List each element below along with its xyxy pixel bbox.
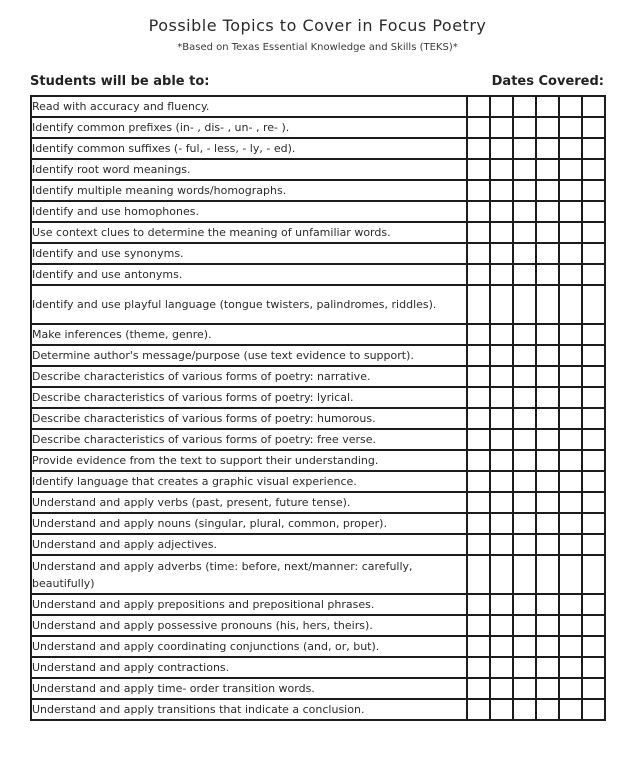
date-cell (513, 471, 536, 492)
date-cell (513, 678, 536, 699)
date-cell (467, 345, 490, 366)
table-row (31, 699, 605, 720)
date-cell (582, 408, 605, 429)
date-cell (513, 222, 536, 243)
date-cell (582, 450, 605, 471)
date-cell (490, 636, 513, 657)
date-cell (536, 138, 559, 159)
date-cell (536, 366, 559, 387)
table-row (31, 96, 605, 117)
date-cell (536, 345, 559, 366)
date-cell (536, 534, 559, 555)
table-row (31, 159, 605, 180)
date-cell (467, 324, 490, 345)
date-cell (490, 345, 513, 366)
row-objective-text: Understand and apply adjectives. (31, 534, 467, 555)
date-cell (559, 324, 582, 345)
date-cell (490, 138, 513, 159)
date-cell (467, 699, 490, 720)
date-cell (467, 615, 490, 636)
date-cell (582, 555, 605, 594)
date-cell (467, 117, 490, 138)
row-objective-text: Describe characteristics of various forms of poetry: free verse. (31, 429, 467, 450)
date-cell (582, 366, 605, 387)
date-cell (559, 471, 582, 492)
date-cell (490, 678, 513, 699)
table-row (31, 201, 605, 222)
date-cell (513, 534, 536, 555)
date-cell (467, 513, 490, 534)
table-row (31, 429, 605, 450)
date-cell (490, 387, 513, 408)
table-row (31, 636, 605, 657)
date-cell (513, 555, 536, 594)
row-objective-text: Identify and use homophones. (31, 201, 467, 222)
date-cell (559, 699, 582, 720)
date-cell (490, 429, 513, 450)
date-cell (559, 345, 582, 366)
row-objective-text: Understand and apply time- order transition words. (31, 678, 467, 699)
table-row (31, 513, 605, 534)
date-cell (536, 324, 559, 345)
date-cell (490, 243, 513, 264)
date-cell (559, 429, 582, 450)
date-cell (513, 594, 536, 615)
date-cell (467, 408, 490, 429)
date-cell (582, 657, 605, 678)
table-row (31, 138, 605, 159)
date-cell (467, 492, 490, 513)
table-row (31, 534, 605, 555)
date-cell (513, 366, 536, 387)
date-cell (490, 699, 513, 720)
date-cell (582, 96, 605, 117)
date-cell (536, 201, 559, 222)
table-row (31, 471, 605, 492)
date-cell (559, 636, 582, 657)
date-cell (513, 264, 536, 285)
date-cell (467, 678, 490, 699)
date-cell (559, 387, 582, 408)
date-cell (582, 159, 605, 180)
date-cell (536, 429, 559, 450)
date-cell (467, 450, 490, 471)
row-objective-text: Read with accuracy and fluency. (31, 96, 467, 117)
date-cell (536, 264, 559, 285)
row-objective-text: Identify and use playful language (tongue twisters, palindromes, riddles). (31, 285, 467, 324)
row-objective-text: Identify root word meanings. (31, 159, 467, 180)
row-objective-text: Understand and apply nouns (singular, plural, common, proper). (31, 513, 467, 534)
date-cell (559, 180, 582, 201)
date-cell (536, 180, 559, 201)
date-cell (467, 594, 490, 615)
row-objective-text: Understand and apply prepositions and prepositional phrases. (31, 594, 467, 615)
date-cell (467, 471, 490, 492)
date-cell (513, 117, 536, 138)
date-cell (513, 657, 536, 678)
date-cell (582, 180, 605, 201)
date-cell (559, 117, 582, 138)
date-cell (582, 222, 605, 243)
row-objective-text: Make inferences (theme, genre). (31, 324, 467, 345)
row-objective-text: Understand and apply possessive pronouns (his, hers, theirs). (31, 615, 467, 636)
date-cell (513, 138, 536, 159)
date-cell (559, 222, 582, 243)
date-cell (582, 513, 605, 534)
date-cell (490, 657, 513, 678)
date-cell (467, 138, 490, 159)
row-objective-text: Understand and apply contractions. (31, 657, 467, 678)
date-cell (513, 159, 536, 180)
date-cell (467, 387, 490, 408)
date-cell (513, 201, 536, 222)
table-row (31, 243, 605, 264)
table-row (31, 615, 605, 636)
date-cell (467, 201, 490, 222)
date-cell (536, 555, 559, 594)
date-cell (559, 450, 582, 471)
table-row (31, 285, 605, 324)
date-cell (490, 117, 513, 138)
date-cell (559, 657, 582, 678)
table-row (31, 345, 605, 366)
date-cell (536, 636, 559, 657)
date-cell (467, 243, 490, 264)
date-cell (536, 222, 559, 243)
date-cell (559, 264, 582, 285)
date-cell (490, 159, 513, 180)
date-cell (582, 594, 605, 615)
date-cell (582, 429, 605, 450)
date-cell (559, 513, 582, 534)
date-cell (513, 408, 536, 429)
table-row (31, 366, 605, 387)
date-cell (513, 324, 536, 345)
date-cell (490, 471, 513, 492)
table-row (31, 117, 605, 138)
date-cell (582, 678, 605, 699)
table-header-row (30, 74, 604, 89)
date-cell (582, 387, 605, 408)
date-cell (513, 636, 536, 657)
date-cell (536, 243, 559, 264)
row-objective-text: Describe characteristics of various forms of poetry: humorous. (31, 408, 467, 429)
date-cell (582, 201, 605, 222)
date-cell (513, 429, 536, 450)
row-objective-text: Identify common prefixes (in- , dis- , un- , re- ). (31, 117, 467, 138)
date-cell (582, 492, 605, 513)
row-objective-text: Describe characteristics of various forms of poetry: lyrical. (31, 387, 467, 408)
row-objective-text: Identify multiple meaning words/homographs. (31, 180, 467, 201)
row-objective-text: Understand and apply transitions that indicate a conclusion. (31, 699, 467, 720)
table-row (31, 387, 605, 408)
date-cell (582, 285, 605, 324)
date-cell (559, 243, 582, 264)
row-objective-text: Understand and apply verbs (past, present, future tense). (31, 492, 467, 513)
date-cell (513, 615, 536, 636)
date-cell (490, 555, 513, 594)
date-cell (490, 324, 513, 345)
date-cell (559, 615, 582, 636)
date-cell (536, 117, 559, 138)
row-objective-text: Describe characteristics of various forms of poetry: narrative. (31, 366, 467, 387)
date-cell (490, 450, 513, 471)
date-cell (513, 387, 536, 408)
date-cell (490, 492, 513, 513)
date-cell (559, 534, 582, 555)
date-cell (536, 159, 559, 180)
row-objective-text: Determine author's message/purpose (use text evidence to support). (31, 345, 467, 366)
table-row (31, 450, 605, 471)
date-cell (582, 615, 605, 636)
date-cell (490, 366, 513, 387)
table-row (31, 264, 605, 285)
table-row (31, 555, 605, 594)
date-cell (582, 636, 605, 657)
date-cell (513, 285, 536, 324)
row-objective-text: Use context clues to determine the meaning of unfamiliar words. (31, 222, 467, 243)
date-cell (467, 429, 490, 450)
date-cell (536, 96, 559, 117)
date-cell (490, 222, 513, 243)
date-cell (467, 264, 490, 285)
date-cell (582, 138, 605, 159)
date-cell (536, 471, 559, 492)
date-cell (582, 471, 605, 492)
date-cell (582, 117, 605, 138)
date-cell (536, 450, 559, 471)
date-cell (490, 180, 513, 201)
row-objective-text: Identify and use antonyms. (31, 264, 467, 285)
date-cell (582, 345, 605, 366)
date-cell (467, 159, 490, 180)
row-objective-text: Identify language that creates a graphic visual experience. (31, 471, 467, 492)
date-cell (559, 408, 582, 429)
row-objective-text: Understand and apply adverbs (time: before, next/manner: carefully, beautifully) (31, 555, 467, 594)
date-cell (559, 96, 582, 117)
date-cell (490, 96, 513, 117)
date-cell (467, 555, 490, 594)
date-cell (490, 201, 513, 222)
date-cell (490, 285, 513, 324)
table-row (31, 324, 605, 345)
date-cell (513, 180, 536, 201)
date-cell (536, 513, 559, 534)
date-cell (559, 159, 582, 180)
date-cell (490, 615, 513, 636)
date-cell (536, 678, 559, 699)
topics-table (30, 95, 606, 721)
date-cell (536, 387, 559, 408)
date-cell (536, 492, 559, 513)
column-header-students: Students will be able to: (30, 74, 210, 89)
row-objective-text: Provide evidence from the text to support their understanding. (31, 450, 467, 471)
row-objective-text: Identify and use synonyms. (31, 243, 467, 264)
date-cell (559, 138, 582, 159)
date-cell (467, 222, 490, 243)
date-cell (536, 615, 559, 636)
date-cell (513, 450, 536, 471)
date-cell (490, 594, 513, 615)
date-cell (467, 180, 490, 201)
date-cell (582, 264, 605, 285)
date-cell (582, 699, 605, 720)
page-subtitle: *Based on Texas Essential Knowledge and Skills (TEKS)* (177, 42, 458, 53)
date-cell (490, 534, 513, 555)
date-cell (536, 408, 559, 429)
date-cell (582, 534, 605, 555)
date-cell (513, 96, 536, 117)
date-cell (490, 513, 513, 534)
table-row (31, 657, 605, 678)
table-row (31, 492, 605, 513)
date-cell (513, 513, 536, 534)
date-cell (490, 408, 513, 429)
date-cell (536, 594, 559, 615)
date-cell (467, 366, 490, 387)
date-cell (559, 366, 582, 387)
date-cell (559, 594, 582, 615)
topics-table-body (31, 96, 605, 720)
date-cell (536, 699, 559, 720)
date-cell (536, 285, 559, 324)
date-cell (467, 636, 490, 657)
date-cell (559, 555, 582, 594)
date-cell (513, 243, 536, 264)
row-objective-text: Understand and apply coordinating conjunctions (and, or, but). (31, 636, 467, 657)
date-cell (559, 201, 582, 222)
date-cell (559, 285, 582, 324)
date-cell (559, 678, 582, 699)
date-cell (559, 492, 582, 513)
column-header-dates-covered: Dates Covered: (491, 74, 604, 89)
date-cell (467, 96, 490, 117)
table-row (31, 222, 605, 243)
date-cell (513, 699, 536, 720)
date-cell (513, 345, 536, 366)
row-objective-text: Identify common suffixes (- ful, - less, - ly, - ed). (31, 138, 467, 159)
table-row (31, 408, 605, 429)
date-cell (536, 657, 559, 678)
date-cell (582, 243, 605, 264)
date-cell (467, 657, 490, 678)
date-cell (490, 264, 513, 285)
date-cell (467, 285, 490, 324)
table-row (31, 678, 605, 699)
page-title: Possible Topics to Cover in Focus Poetry (148, 16, 487, 35)
date-cell (582, 324, 605, 345)
table-row (31, 180, 605, 201)
date-cell (513, 492, 536, 513)
table-row (31, 594, 605, 615)
date-cell (467, 534, 490, 555)
